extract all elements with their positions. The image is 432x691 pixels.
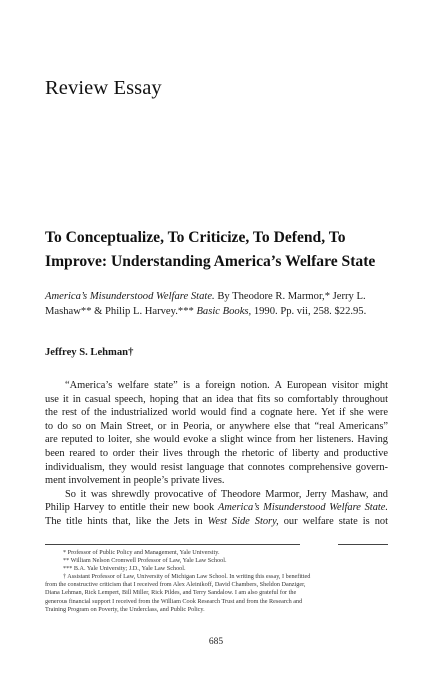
body-line: the rest of the industrialized world would find a cognate here. Yet if she were [45, 407, 388, 419]
footnote-4-line: † Assistant Professor of Law, University of Michigan Law School. In writing this essay, I benefitted [63, 573, 311, 581]
body-line: are reputed to loiter, she would evoke a slight wince from her listeners. Having [45, 434, 388, 446]
body-line-end: our welfare state is not [278, 515, 388, 527]
footnote-1: * Professor of Public Policy and Management, Yale University. [63, 549, 220, 556]
citation-line-1 [45, 289, 395, 304]
title-line-2: Improve: Understanding America’s Welfare State [45, 253, 376, 270]
footnote-rule [45, 544, 300, 545]
footnote-3: *** B.A. Yale University; J.D., Yale Law School. [63, 565, 186, 573]
book-title: America’s Misunderstood Welfare State. [45, 291, 215, 302]
body-line [45, 515, 388, 529]
body-line: been reared to order their lives through the rhetoric of liberty and productive [45, 447, 388, 459]
body-text [45, 379, 388, 529]
book-title-inline: America’s Misunderstood Welfare State. [218, 502, 388, 514]
footnote-4-line: Diana Lehman, Rick Lempert, Bill Miller, Rick Pildes, and Terry Sandalow. I am also grateful for the [45, 589, 297, 597]
footnotes [45, 549, 388, 614]
citation-line-2 [45, 304, 395, 319]
article-title [45, 226, 395, 274]
title-line-1: To Conceptualize, To Criticize, To Defend, To [45, 229, 346, 246]
footnote-2: ** William Nelson Cromwell Professor of Law, Yale Law School. [63, 557, 227, 565]
body-line: to do so on Main Street, or in Peoria, or anywhere else that “real Americans” [45, 420, 388, 432]
citation-authors-start: By Theodore R. Marmor,* Jerry L. [214, 291, 366, 302]
body-line-start: Philip Harvey to entitle their new book [45, 502, 219, 514]
publication-details: 1990. Pp. vii, 258. $22.95. [251, 306, 367, 317]
book-citation [45, 289, 395, 319]
citation-authors-end: Mashaw** & Philip L. Harvey.*** [45, 306, 194, 317]
body-line: individualism, they would resist language that connotes comprehensive govern- [45, 461, 388, 473]
footnote-rule-right [338, 544, 388, 545]
footnote-4-line: generous financial support I received from the William Cook Research Trust and from the Research and [45, 597, 303, 605]
body-line: So it was shrewdly provocative of Theodore Marmor, Jerry Mashaw, and [65, 488, 388, 500]
footnote-4-line: from the constructive criticism that I received from Alex Aleinikoff, David Chambers, Sheldon Danziger, [45, 581, 306, 589]
reviewer-name: Jeffrey S. Lehman† [45, 347, 134, 358]
page-number: 685 [208, 637, 224, 647]
body-line-start: The title hints that, like the Jets in [45, 515, 208, 527]
musical-title: West Side Story, [207, 515, 279, 527]
footnote-4-line: Training Program on Poverty, the Underclass, and Public Policy. [45, 605, 205, 613]
section-label: Review Essay [45, 77, 162, 99]
body-line [45, 501, 388, 515]
body-line: ment involvement in people’s private lives. [45, 475, 225, 487]
body-line: “America’s welfare state” is a foreign notion. A European visitor might [65, 380, 388, 391]
publisher: Basic Books, [196, 306, 252, 317]
body-line: use it in casual speech, hoping that an idea that fits so comfortably throughout [45, 393, 388, 405]
